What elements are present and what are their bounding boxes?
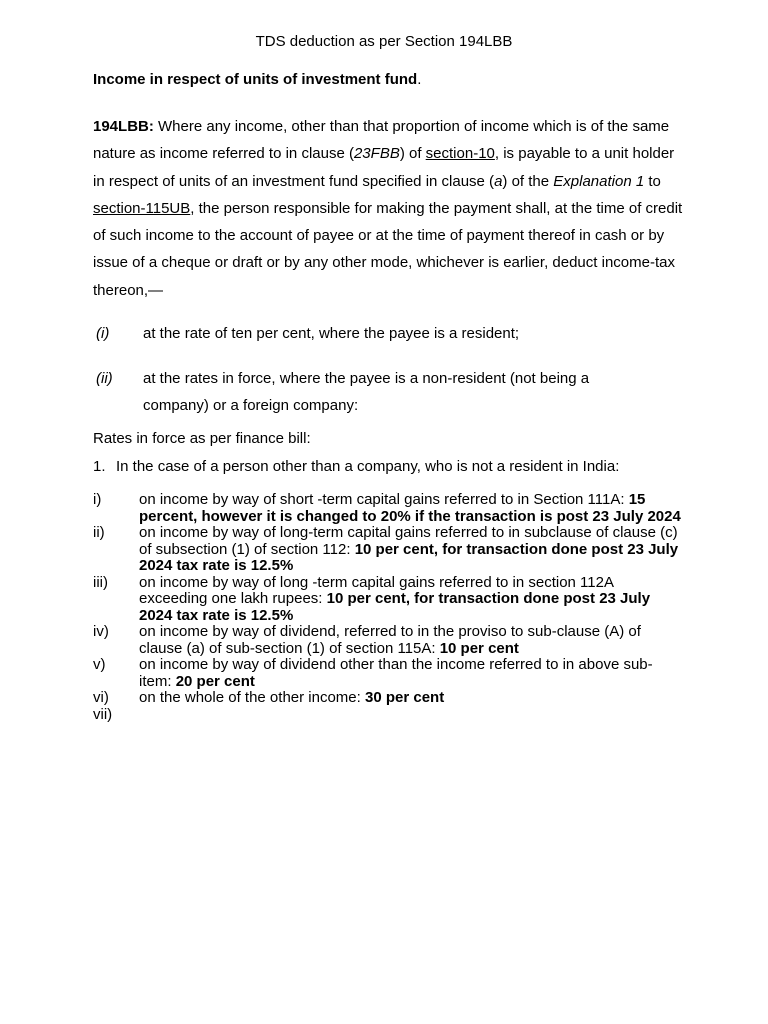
rate-number: ii)	[93, 524, 105, 541]
rate-text: on income by way of long -term capital gains referred to in section 112A exceeding one lakh rupees:	[139, 573, 614, 607]
section-text-1: Where any income, other than that proportion of income which is of the same nature as income referred to in clause (	[93, 118, 670, 163]
rate-number: i)	[93, 491, 102, 508]
section-194lbb-paragraph	[93, 113, 683, 304]
section-text-4: ) of the	[502, 172, 554, 190]
rate-text: on income by way of long-term capital gains referred to in subclause of clause (c) of subsection (1) of section 112:	[139, 524, 678, 558]
section-text-3: , is payable to a unit holder in respect of units of an investment fund specified in clause (	[93, 145, 675, 190]
clause-text: at the rates in force, where the payee is a non-resident (not being a company) or a foreign company:	[143, 370, 590, 414]
section-text-6: , the person responsible for making the payment shall, at the time of credit of such income to the account of payee or at the time of payment thereof in cash or by issue of a cheque or draft or by any other mode, whichever is earlier, deduct income-tax thereon,—	[93, 199, 683, 299]
clause-text: at the rate of ten per cent, where the payee is a resident;	[143, 325, 520, 342]
rate-text: on income by way of dividend other than the income referred to in above sub-item:	[139, 656, 653, 690]
rates-list	[93, 492, 683, 723]
rates-heading: Rates in force as per finance bill:	[93, 430, 311, 447]
rate-number: iv)	[93, 623, 109, 640]
list-item	[93, 707, 683, 724]
clause-ref-23fbb: 23FBB	[353, 145, 400, 163]
rate-value: 20 per cent	[175, 672, 255, 690]
explanation-ref: Explanation 1	[553, 172, 645, 190]
rate-value: 10 per cent, for transaction done post 23 July 2024 tax rate is 12.5%	[139, 540, 679, 574]
rate-number: iii)	[93, 573, 108, 591]
section-text-2: ) of	[399, 145, 426, 163]
list-item	[93, 492, 683, 525]
clause-number: (i)	[96, 325, 110, 342]
document-subtitle	[93, 71, 421, 89]
list-item	[93, 690, 683, 707]
rate-text: on income by way of dividend, referred to in the proviso to sub-clause (A) of clause (a) of sub-section (1) of section 115A:	[139, 623, 641, 657]
subtitle-bold: Income in respect of units of investment fund	[93, 71, 418, 88]
rate-value: 15 percent, however it is changed to 20% if the transaction is post 23 July 2024	[139, 491, 681, 525]
subtitle-tail: .	[417, 71, 422, 88]
rate-value: 10 per cent	[439, 639, 519, 657]
rate-value: 10 per cent, for transaction done post 23 July 2024 tax rate is 12.5%	[139, 590, 651, 624]
rate-number: vii)	[93, 705, 113, 723]
list-item	[93, 624, 683, 657]
clause-ref-a: a	[494, 172, 503, 190]
rate-text: on the whole of the other income:	[139, 689, 365, 706]
rate-number: vi)	[93, 689, 109, 706]
section-10-link[interactable]: section-10	[425, 145, 495, 163]
section-115ub-link[interactable]: section-115UB	[93, 199, 191, 217]
list-item	[93, 657, 683, 690]
rate-text: on income by way of short -term capital gains referred to in Section 111A:	[139, 491, 629, 508]
list-item	[93, 525, 683, 575]
rate-value: 30 per cent	[364, 689, 445, 706]
list-item	[93, 575, 683, 625]
section-text-5: to	[644, 172, 661, 190]
page-title: TDS deduction as per Section 194LBB	[255, 33, 513, 50]
clause-number: (ii)	[96, 370, 113, 387]
numbered-item-text: In the case of a person other than a company, who is not a resident in India:	[116, 458, 620, 475]
rate-number: v)	[93, 656, 106, 673]
section-label: 194LBB:	[93, 118, 154, 135]
numbered-item-number: 1.	[93, 458, 106, 475]
